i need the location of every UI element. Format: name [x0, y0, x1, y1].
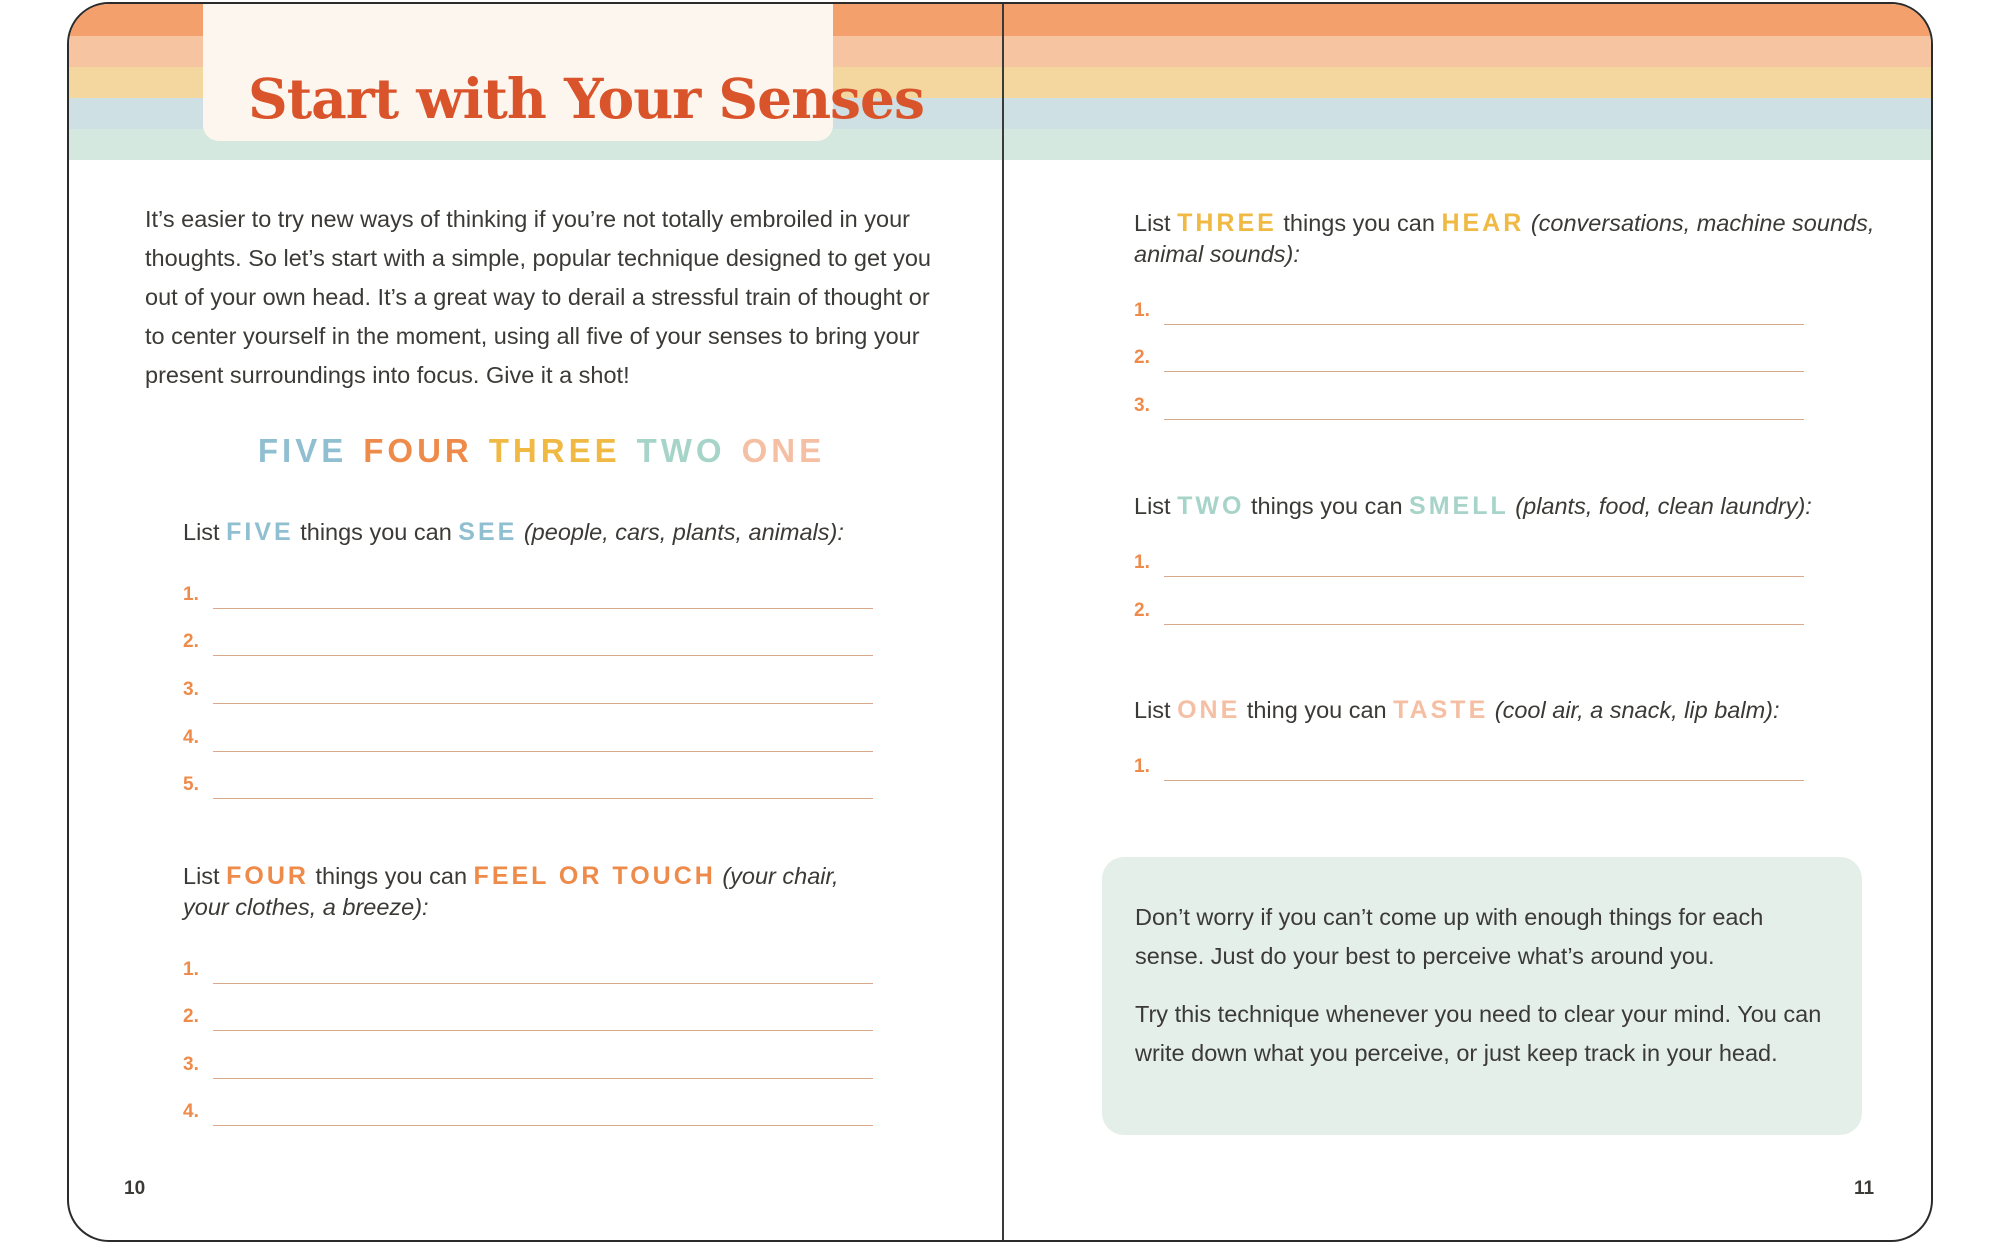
line-rule	[1164, 419, 1804, 420]
line-number: 3.	[183, 1054, 199, 1075]
tip-paragraph-1: Don’t worry if you can’t come up with enough things for each sense. Just do your best to perceive what’s around you.	[1135, 904, 1764, 969]
countdown-five: FIVE	[257, 432, 348, 469]
write-line[interactable]	[183, 631, 873, 661]
prompt-sense: HEAR	[1441, 209, 1525, 237]
write-line[interactable]	[1134, 756, 1804, 786]
line-rule	[213, 983, 873, 984]
line-number: 1.	[1134, 756, 1150, 777]
countdown-four: FOUR	[363, 432, 473, 469]
prompt-sense: SMELL	[1409, 492, 1509, 520]
write-line[interactable]	[1134, 347, 1804, 377]
line-rule	[1164, 371, 1804, 372]
write-line[interactable]	[1134, 300, 1804, 330]
countdown-heading	[145, 432, 938, 470]
page-title: Start with Your Senses	[248, 66, 924, 131]
line-number: 2.	[1134, 600, 1150, 621]
prompt-hint: (conversations, machine sounds, animal sounds):	[1134, 210, 1875, 267]
write-line[interactable]	[1134, 552, 1804, 582]
prompt-mid: things you can	[1250, 493, 1403, 519]
line-number: 1.	[183, 584, 199, 605]
line-number: 2.	[183, 631, 199, 652]
prompt-hint: (cool air, a snack, lip balm):	[1494, 697, 1780, 723]
prompt-smell	[1134, 491, 1894, 522]
line-rule	[1164, 324, 1804, 325]
write-line[interactable]	[1134, 600, 1804, 630]
prompt-hint: (people, cars, plants, animals):	[523, 519, 844, 545]
page-number-left: 10	[124, 1178, 146, 1199]
prompt-mid: things you can	[1283, 210, 1435, 236]
write-line[interactable]	[183, 584, 873, 614]
tip-paragraph-2: Try this technique whenever you need to clear your mind. You can write down what you perceive, or just keep track in your head.	[1135, 1001, 1822, 1066]
line-rule	[213, 798, 873, 799]
prompt-hint: (plants, food, clean laundry):	[1515, 493, 1812, 519]
line-rule	[213, 1125, 873, 1126]
prompt-sense: TASTE	[1393, 696, 1489, 724]
countdown-three: THREE	[488, 432, 621, 469]
countdown-one: ONE	[741, 432, 826, 469]
prompt-count: TWO	[1177, 492, 1245, 520]
prompt-see	[183, 517, 943, 548]
prompt-sense: SEE	[458, 518, 518, 546]
prompt-mid: things you can	[300, 519, 452, 545]
prompt-list-word: List	[1134, 697, 1171, 723]
line-number: 5.	[183, 774, 199, 795]
write-line[interactable]	[183, 1101, 873, 1131]
line-rule	[213, 1078, 873, 1079]
prompt-hear	[1134, 208, 1894, 270]
prompt-sense: FEEL OR TOUCH	[473, 862, 716, 890]
prompt-list-word: List	[1134, 493, 1171, 519]
line-rule	[1164, 624, 1804, 625]
prompt-mid: thing you can	[1246, 697, 1387, 723]
line-number: 1.	[1134, 300, 1150, 321]
prompt-count: FOUR	[226, 862, 309, 890]
write-line[interactable]	[183, 774, 873, 804]
line-rule	[213, 703, 873, 704]
write-line[interactable]	[183, 959, 873, 989]
intro-paragraph: It’s easier to try new ways of thinking if you’re not totally embroiled in your thoughts. So let’s start with a simple, popular technique designed to get you out of your own head. It’s a great way to derail a stressful train of thought or to center yourself in the moment, using all five of your senses to bring your present surroundings into focus. Give it a shot!	[145, 206, 931, 388]
prompt-count: ONE	[1177, 696, 1241, 724]
book-spine	[1002, 4, 1004, 1240]
prompt-list-word: List	[183, 519, 220, 545]
line-number: 1.	[183, 959, 199, 980]
line-rule	[213, 655, 873, 656]
prompt-list-word: List	[1134, 210, 1171, 236]
line-number: 2.	[1134, 347, 1150, 368]
prompt-taste	[1134, 695, 1894, 726]
tip-box	[1102, 857, 1862, 1135]
line-rule	[213, 608, 873, 609]
prompt-hint: (your chair, your clothes, a breeze):	[183, 863, 839, 920]
prompt-count: FIVE	[226, 518, 294, 546]
page-number-right: 11	[1854, 1178, 1875, 1199]
countdown-two: TWO	[636, 432, 726, 469]
write-line[interactable]	[183, 1054, 873, 1084]
write-line[interactable]	[183, 679, 873, 709]
line-number: 3.	[183, 679, 199, 700]
book-spread	[67, 2, 1933, 1242]
line-number: 1.	[1134, 552, 1150, 573]
prompt-list-word: List	[183, 863, 220, 889]
line-rule	[213, 751, 873, 752]
line-number: 3.	[1134, 395, 1150, 416]
prompt-touch	[183, 861, 883, 923]
line-number: 4.	[183, 727, 199, 748]
line-number: 4.	[183, 1101, 199, 1122]
prompt-mid: things you can	[315, 863, 468, 889]
write-line[interactable]	[1134, 395, 1804, 425]
write-line[interactable]	[183, 1006, 873, 1036]
line-rule	[1164, 780, 1804, 781]
line-number: 2.	[183, 1006, 199, 1027]
write-line[interactable]	[183, 727, 873, 757]
line-rule	[1164, 576, 1804, 577]
prompt-count: THREE	[1177, 209, 1277, 237]
line-rule	[213, 1030, 873, 1031]
